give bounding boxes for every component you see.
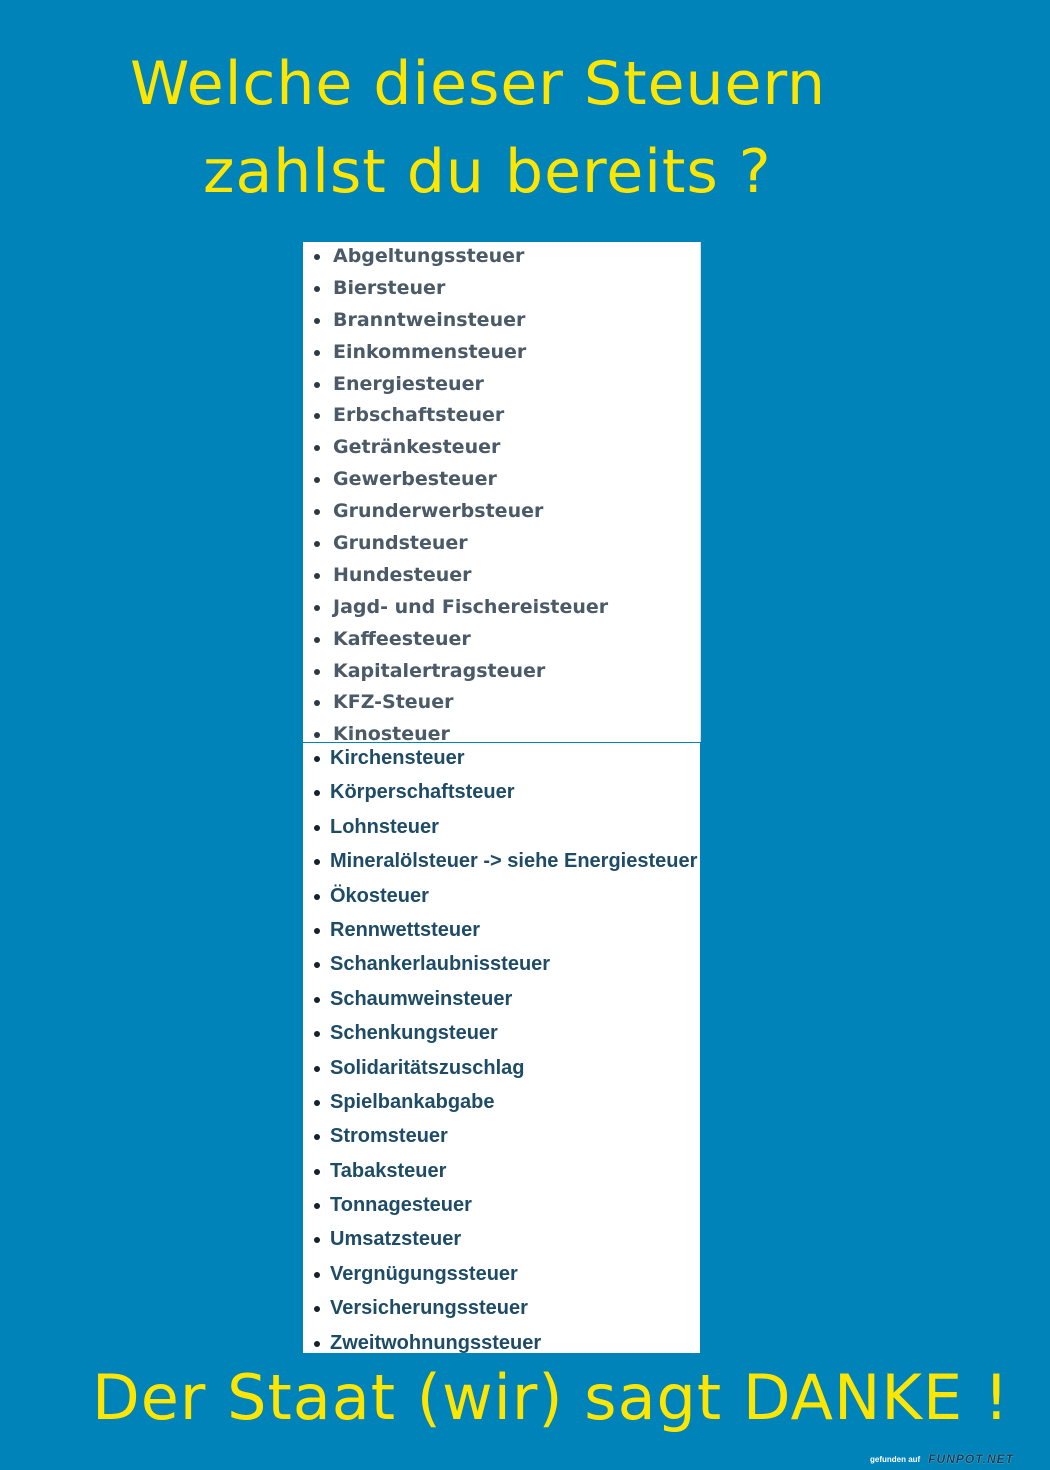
watermark-brand-logo: FUNPOT.NET [928,1452,1014,1466]
tax-item: Zweitwohnungssteuer [303,1326,700,1353]
tax-item: Getränkesteuer [303,432,700,464]
tax-item: Branntweinsteuer [303,305,700,337]
tax-item: Erbschaftsteuer [303,400,700,432]
tax-list-top [303,242,700,742]
footer-slogan: Der Staat (wir) sagt DANKE ! [92,1361,1010,1434]
tax-item: Hundesteuer [303,560,700,592]
tax-item: Umsatzsteuer [303,1222,700,1256]
tax-item: Schankerlaubnissteuer [303,947,700,981]
tax-item: Vergnügungssteuer [303,1257,700,1291]
tax-item: Spielbankabgabe [303,1085,700,1119]
tax-item: Kinosteuer [303,719,700,742]
tax-item: Kirchensteuer [303,743,700,775]
tax-item: Tabaksteuer [303,1154,700,1188]
tax-item: Versicherungssteuer [303,1291,700,1325]
headline-line-1: Welche dieser Steuern [130,49,827,119]
tax-item: Lohnsteuer [303,810,700,844]
headline-line-2: zahlst du bereits ? [203,137,772,207]
tax-item: Schaumweinsteuer [303,982,700,1016]
tax-item: Energiesteuer [303,369,700,401]
tax-item: KFZ-Steuer [303,687,700,719]
tax-item: Schenkungsteuer [303,1016,700,1050]
tax-item: Jagd- und Fischereisteuer [303,592,700,624]
tax-item: Gewerbesteuer [303,464,700,496]
tax-list-panel-top [303,242,701,742]
tax-item: Solidaritätszuschlag [303,1051,700,1085]
tax-list-panel-bottom [303,743,700,1353]
tax-item: Stromsteuer [303,1119,700,1153]
tax-list-bottom [303,743,700,1353]
tax-item: Tonnagesteuer [303,1188,700,1222]
tax-item: Ökosteuer [303,879,700,913]
tax-item: Einkommensteuer [303,337,700,369]
tax-item: Grundsteuer [303,528,700,560]
tax-item: Biersteuer [303,273,700,305]
tax-item: Mineralölsteuer -> siehe Energiesteuer [303,844,700,878]
watermark [870,1452,1014,1466]
tax-item: Rennwettsteuer [303,913,700,947]
tax-item: Kapitalertragsteuer [303,656,700,688]
tax-item: Grunderwerbsteuer [303,496,700,528]
tax-item: Abgeltungssteuer [303,242,700,273]
tax-item: Körperschaftsteuer [303,775,700,809]
watermark-prefix: gefunden auf [870,1454,921,1464]
tax-item: Kaffeesteuer [303,624,700,656]
